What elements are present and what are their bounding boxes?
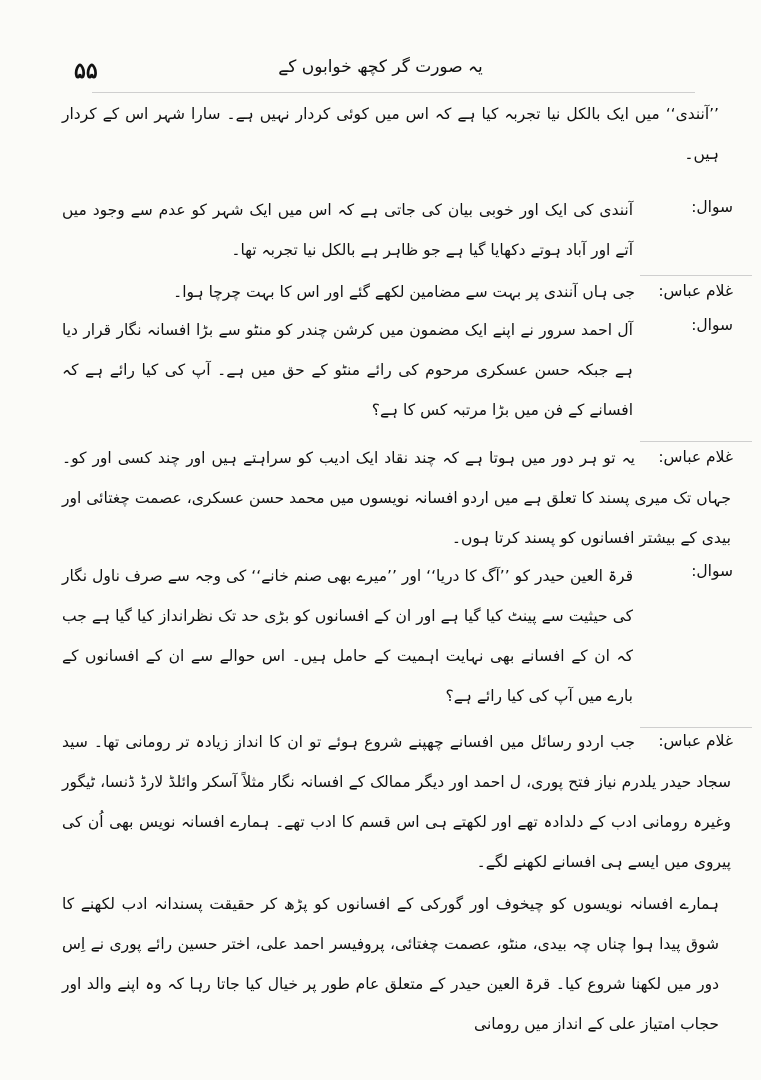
answer-1 [62,272,733,314]
question-2-speaker: سوال: [691,316,733,334]
answer-2 [62,438,733,562]
answer-3 [62,722,733,890]
page-number: ۵۵ [74,58,98,84]
final-paragraph-block [62,884,733,1054]
answer-1-speaker: غلام عباس: [658,282,733,300]
running-title: یہ صورت گر کچھ خوابوں کے [278,57,483,77]
answer-3-speaker: غلام عباس: [658,732,733,750]
question-3 [62,556,733,726]
intro-paragraph: ’’آنندی‘‘ میں ایک بالکل نیا تجربہ کیا ہے کہ اس میں کوئی کردار نہیں ہے۔ سارا شہر اس کے کردار ہیں۔ [62,105,719,163]
answer-1-text: جی ہاں آنندی پر بہت سے مضامین لکھے گئے اور اس کا بہت چرچا ہوا۔ [173,283,635,301]
question-1 [62,190,733,276]
header-divider [92,92,695,93]
answer-2-text: یہ تو ہر دور میں ہوتا ہے کہ چند نقاد ایک ادیب کو سراہتے ہیں اور چند کسی اور کو۔ جہاں تک میری پسند کا تعلق ہے میں اردو افسانہ نویسوں میں محمد حسن عسکری، عصمت چغتائی اور بیدی کے بیشتر افسانوں کو پسند کرتا ہوں۔ [62,449,731,547]
question-3-speaker: سوال: [691,562,733,580]
question-2 [62,310,733,435]
question-3-text: قرۃ العین حیدر کو ’’آگ کا دریا‘‘ اور ’’میرے بھی صنم خانے‘‘ کی وجہ سے صرف ناول نگار کی حیثیت سے پینٹ کیا گیا ہے اور ان کے افسانوں کو بڑی حد تک نظرانداز کیا گیا ہے جب کہ ان کے افسانے بھی نہایت اہمیت کے حامل ہیں۔ اس حوالے سے ان کے افسانوں کے بارے میں آپ کی کیا رائے ہے؟ [62,567,633,705]
intro-block [62,94,733,178]
question-2-text: آل احمد سرور نے اپنے ایک مضمون میں کرشن چندر کو منٹو سے بڑا افسانہ نگار قرار دیا ہے جبکہ حسن عسکری مرحوم کی رائے منٹو کے حق میں ہے۔ آپ کی کیا رائے ہے کہ افسانے کے فن میں بڑا مرتبہ کس کا ہے؟ [62,321,633,419]
answer-3-text: جب اردو رسائل میں افسانے چھپنے شروع ہوئے تو ان کا انداز زیادہ تر رومانی تھا۔ سید سجاد حیدر یلدرم نیاز فتح پوری، ل احمد اور دیگر ممالک کے افسانہ نگار مثلاً آسکر وائلڈ لارڈ ڈنسا، ٹیگور وغیرہ رومانی ادب کے دلدادہ تھے اور لکھتے ہی اس قسم کا ادب تھے۔ ہمارے افسانہ نویس بھی اُن کی پیروی میں ایسے ہی افسانے لکھنے لگے۔ [62,733,731,871]
question-1-text: آنندی کی ایک اور خوبی بیان کی جاتی ہے کہ اس میں ایک شہر کو عدم سے وجود میں آتے اور آباد ہوتے دکھایا گیا ہے جو ظاہر ہے بالکل نیا تجربہ تھا۔ [62,201,633,259]
question-1-speaker: سوال: [691,198,733,216]
final-paragraph: ہمارے افسانہ نویسوں کو چیخوف اور گورکی کے افسانوں کو پڑھ کر حقیقت پسندانہ ادب لکھنے کا شوق پیدا ہوا چناں چہ بیدی، منٹو، عصمت چغتائی، پروفیسر احمد علی، اختر حسین رائے پوری نے اِس دور میں لکھنا شروع کیا۔ قرۃ العین حیدر کے متعلق عام طور پر خیال کیا جاتا رہا کہ وہ اپنے والد اور حجاب امتیاز علی کے انداز میں رومانی [62,895,719,1033]
answer-2-speaker: غلام عباس: [658,448,733,466]
